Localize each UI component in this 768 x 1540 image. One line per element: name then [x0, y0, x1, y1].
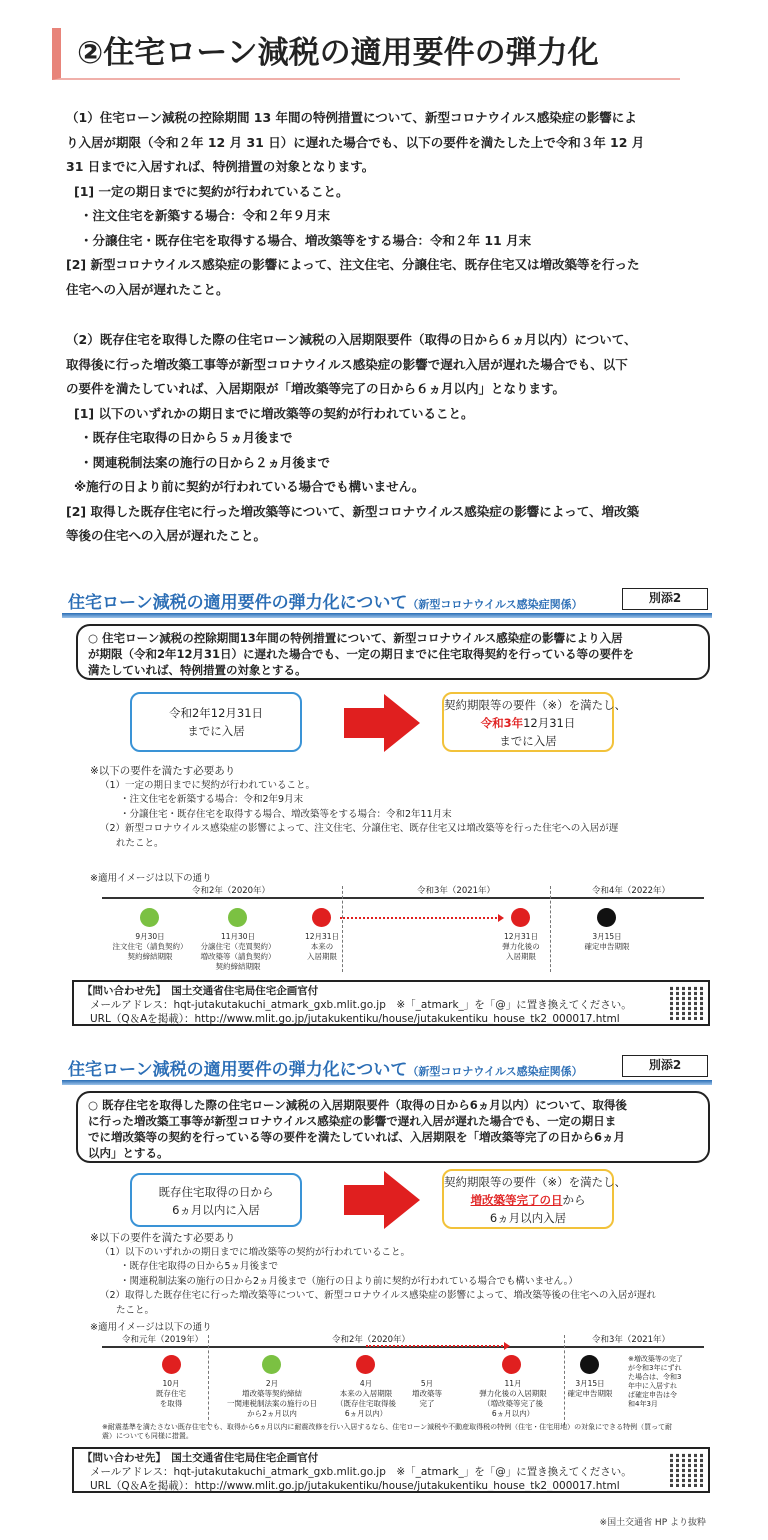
- right-arrow-icon: [344, 694, 420, 752]
- box-line: までに入居: [499, 734, 557, 748]
- contact-line: URL（Q＆Aを掲載）：http://www.mlit.go.jp/jutakukentiku/house/jutakukentiku_house_tk2_000017.html: [90, 1013, 620, 1025]
- source-credit: ※国土交通省 HP より抜粋: [599, 1518, 706, 1528]
- req-line: れたこと。: [116, 837, 164, 849]
- milestone-label: 11月30日 分譲住宅（売買契約） 増改築等（請負契約） 契約締結期限: [200, 932, 276, 971]
- section-1-line: [1] 一定の期日までに契約が行われていること。: [74, 183, 349, 199]
- contact-line: メールアドレス：hqt-jutakutakuchi_atmark_gxb.mlit.go.jp ※「_atmark_」を「@」に置き換えてください。: [90, 999, 632, 1011]
- milestone-label: 5月 増改築等 完了: [412, 1379, 442, 1408]
- intro-line: ○ 既存住宅を取得した際の住宅ローン減税の入居期限要件（取得の日から6ヵ月以内）について、取得後: [88, 1098, 627, 1112]
- panel-1-title: 住宅ローン減税の適用要件の弾力化について（新型コロナウイルス感染症関係）: [68, 593, 583, 613]
- panel-2-image-label: ※適用イメージは以下の通り: [90, 1322, 212, 1333]
- panel-2-contact: [72, 1447, 710, 1493]
- section-2-line: 等後の住宅への入居が遅れたこと。: [66, 528, 267, 543]
- milestone-label: 3月15日 確定申告期限: [584, 932, 630, 951]
- req-line: （1）以下のいずれかの期日までに増改築等の契約が行われていること。: [100, 1246, 411, 1258]
- milestone-label: 11月 弾力化後の入居期限 （増改築等完了後 6ヵ月以内）: [479, 1379, 547, 1418]
- milestone-label: 9月30日 注文住宅（請負契約） 契約締結期限: [112, 932, 188, 961]
- req-line: （2）取得した既存住宅に行った増改築等について、新型コロナウイルス感染症の影響によって、増改築等後の住宅への入居が遅れ: [100, 1290, 656, 1301]
- panel-2-after-box: [442, 1169, 627, 1229]
- panel-1-badge: 別添2: [622, 588, 708, 610]
- milestone-dot: [312, 908, 331, 927]
- box-line: 6ヵ月以内に入居: [172, 1203, 260, 1217]
- delay-arrow-head: [504, 1342, 510, 1350]
- section-2-line: ※施行の日より前に契約が行われている場合でも構いません。: [74, 479, 425, 494]
- section-1-line: ・注文住宅を新築する場合：令和２年９月末: [80, 208, 331, 223]
- section-1-line: （1）住宅ローン減税の控除期間 13 年間の特例措置について、新型コロナウイルス感染症の影響によ: [66, 110, 637, 125]
- panel-1-after-box: [442, 692, 627, 752]
- milestone-label: 4月 本来の入居期限 （既存住宅取得後 6ヵ月以内）: [336, 1379, 396, 1418]
- req-line: ※以下の要件を満たす必要あり: [90, 765, 236, 777]
- req-line: ・関連税制法案の施行の日から2ヵ月後まで（施行の日より前に契約が行われている場合でも構いません。）: [120, 1275, 578, 1287]
- section-1: [66, 106, 716, 302]
- milestone-dot: [140, 908, 159, 927]
- panel-2-badge: 別添2: [622, 1055, 708, 1077]
- qr-code-icon: [670, 986, 704, 1020]
- year-label: 令和2年（2020年）: [192, 886, 271, 896]
- panel-1-rule: [62, 613, 712, 618]
- page-title: ②住宅ローン減税の適用要件の弾力化: [52, 28, 680, 80]
- panel-2-intro: [76, 1091, 710, 1163]
- box-line: 6ヵ月以内入居: [489, 1211, 567, 1225]
- year-label: 令和元年（2019年）: [122, 1335, 204, 1345]
- panel-2-rule: [62, 1080, 712, 1085]
- side-note: ※増改築等の完了 が令和3年にずれ た場合は、令和3 年中に入居すれ ば確定申告は令 和4年3月: [628, 1355, 683, 1408]
- panel-2: [62, 1055, 712, 1505]
- year-divider: [208, 1335, 209, 1425]
- section-2-line: [1] 以下のいずれかの期日までに増改築等の契約が行われていること。: [74, 405, 474, 421]
- year-label: 令和2年（2020年）: [332, 1335, 411, 1345]
- panel-1-before-box: [130, 692, 302, 752]
- panel-1: [62, 588, 712, 1025]
- box-line: 契約期限等の要件（※）を満たし、: [444, 1175, 627, 1189]
- box-line: 令和3年12月31日: [480, 716, 576, 730]
- panel-2-before-box: [130, 1173, 302, 1227]
- milestone-dot: [356, 1355, 375, 1374]
- section-1-line: り入居が期限（令和２年 12 月 31 日）に遅れた場合でも、以下の要件を満たした上で令和３年 12 月: [66, 134, 645, 150]
- req-line: たこと。: [116, 1304, 155, 1316]
- req-line: ・既存住宅取得の日から5ヵ月後まで: [120, 1261, 279, 1272]
- section-1-line: ・分譲住宅・既存住宅を取得する場合、増改築等をする場合：令和２年 11 月末: [80, 232, 532, 248]
- section-2-line: の要件を満たしていれば、入居期限が「増改築等完了の日から６ヵ月以内」となります。: [66, 381, 566, 396]
- panel-2-title: 住宅ローン減税の適用要件の弾力化について（新型コロナウイルス感染症関係）: [68, 1060, 583, 1080]
- intro-line: ○ 住宅ローン減税の控除期間13年間の特例措置について、新型コロナウイルス感染症の影響により入居: [88, 631, 623, 645]
- section-1-line: 31 日までに入居すれば、特例措置の対象となります。: [66, 159, 375, 174]
- intro-line: が期限（令和2年12月31日）に遅れた場合でも、一定の期日までに住宅取得契約を行っている等の要件を: [88, 647, 635, 661]
- milestone-label: 12月31日 弾力化後の 入居期限: [502, 932, 540, 961]
- section-2: [66, 328, 716, 549]
- panel-1-contact: [72, 980, 710, 1026]
- qr-code-icon: [670, 1453, 704, 1487]
- box-line: 契約期限等の要件（※）を満たし、: [444, 698, 627, 712]
- req-line: ※以下の要件を満たす必要あり: [90, 1232, 236, 1244]
- milestone-dot: [162, 1355, 181, 1374]
- milestone-dot: [228, 908, 247, 927]
- contact-line: 【問い合わせ先】 国土交通省住宅局住宅企画官付: [82, 985, 319, 997]
- contact-line: URL（Q＆Aを掲載）：http://www.mlit.go.jp/jutakukentiku/house/jutakukentiku_house_tk2_000017.html: [90, 1480, 620, 1492]
- intro-line: 満たしていれば、特例措置の対象とする。: [88, 663, 307, 677]
- box-line: 既存住宅取得の日から: [158, 1185, 274, 1199]
- milestone-dot: [502, 1355, 521, 1374]
- intro-line: 以内」とする。: [88, 1146, 169, 1160]
- year-label: 令和3年（2021年）: [417, 886, 496, 896]
- section-2-line: （2）既存住宅を取得した際の住宅ローン減税の入居期限要件（取得の日から６ヵ月以内）について、: [66, 332, 637, 347]
- section-1-line: 住宅への入居が遅れたこと。: [66, 281, 229, 297]
- req-line: ・分譲住宅・既存住宅を取得する場合、増改築等をする場合：令和2年11月末: [120, 808, 452, 820]
- delay-arrow: [366, 1345, 506, 1347]
- section-1-line: [2] 新型コロナウイルス感染症の影響によって、注文住宅、分譲住宅、既存住宅又は増改築等を行った: [66, 257, 640, 272]
- milestone-dot: [597, 908, 616, 927]
- box-line: までに入居: [187, 724, 245, 738]
- milestone-label: 12月31日 本来の 入居期限: [304, 932, 340, 961]
- section-2-line: ・関連税制法案の施行の日から２ヵ月後まで: [80, 454, 331, 470]
- section-2-line: ・既存住宅取得の日から５ヵ月後まで: [80, 430, 293, 445]
- section-2-line: 取得後に行った増改築工事等が新型コロナウイルス感染症の影響で遅れ入居が遅れた場合でも、以下: [66, 356, 628, 372]
- panel-2-requirements: [90, 1231, 656, 1318]
- contact-line: 【問い合わせ先】 国土交通省住宅局住宅企画官付: [82, 1452, 319, 1464]
- box-line: 増改築等完了の日から: [470, 1193, 586, 1207]
- req-line: （1）一定の期日までに契約が行われていること。: [100, 779, 316, 791]
- milestone-label: 3月15日 確定申告期限: [567, 1379, 613, 1398]
- milestone-dot: [511, 908, 530, 927]
- milestone-dot: [262, 1355, 281, 1374]
- timeline-axis: [102, 897, 704, 899]
- year-label: 令和4年（2022年）: [592, 886, 671, 896]
- intro-line: でに増改築等の契約を行っている等の要件を満たしていれば、入居期限を「増改築等完了の日から6ヵ月: [88, 1130, 625, 1144]
- req-line: ・注文住宅を新築する場合：令和2年9月末: [120, 794, 304, 805]
- box-line: 令和2年12月31日: [168, 706, 264, 720]
- panel-1-image-label: ※適用イメージは以下の通り: [90, 873, 212, 884]
- milestone-label: 10月 既存住宅 を取得: [156, 1379, 186, 1408]
- year-label: 令和3年（2021年）: [592, 1335, 671, 1345]
- delay-arrow: [340, 917, 500, 919]
- panel-2-footnote: ※耐震基準を満たさない既存住宅でも、取得から6ヵ月以内に耐震改修を行い入居するなら、住宅ローン減税や不動産取得税の特例（住宅・住宅用地）の対象にできる特例（買って耐 震）についても同様に措置。: [102, 1423, 673, 1440]
- contact-line: メールアドレス：hqt-jutakutakuchi_atmark_gxb.mlit.go.jp ※「_atmark_」を「@」に置き換えてください。: [90, 1466, 632, 1478]
- panel-1-requirements: [90, 764, 618, 851]
- milestone-dot: [580, 1355, 599, 1374]
- delay-arrow-head: [498, 914, 504, 922]
- section-2-line: [2] 取得した既存住宅に行った増改築等について、新型コロナウイルス感染症の影響によって、増改築: [66, 503, 639, 519]
- req-line: （2）新型コロナウイルス感染症の影響によって、注文住宅、分譲住宅、既存住宅又は増改築等を行った住宅への入居が遅: [100, 823, 619, 834]
- intro-line: に行った増改築工事等が新型コロナウイルス感染症の影響で遅れ入居が遅れた場合でも、一定の期日ま: [88, 1114, 617, 1128]
- panel-1-intro: [76, 624, 710, 680]
- right-arrow-icon: [344, 1171, 420, 1229]
- milestone-label: 2月 増改築等契約締結 一関連税制法案の施行の日 から2ヵ月以内: [227, 1379, 317, 1418]
